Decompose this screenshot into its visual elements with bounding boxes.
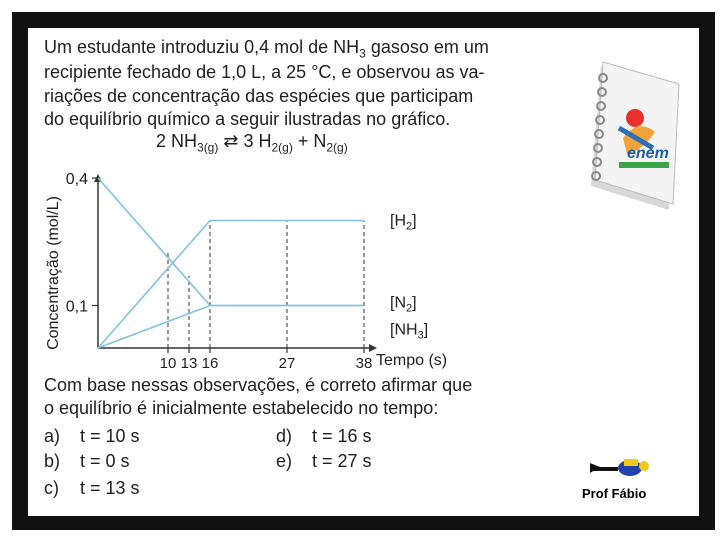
svg-text:enem: enem	[627, 145, 669, 162]
x-axis-label: Tempo (s)	[376, 352, 448, 369]
option-d[interactable]: d) t = 16 s	[276, 426, 372, 446]
option-c[interactable]: c) t = 13 s	[44, 478, 140, 498]
enem-book-logo	[583, 58, 693, 218]
prompt-line-1: Com base nessas observações, é correto afirmar que	[44, 375, 473, 395]
question-line-2: recipiente fechado de 1,0 L, a 25 °C, e observou as va-	[44, 62, 485, 82]
x-tick-label: 16	[201, 355, 219, 372]
y-tick-label: 0,1	[65, 298, 88, 316]
option-a[interactable]: a) t = 10 s	[44, 426, 140, 446]
x-tick-label: 13	[180, 355, 198, 372]
series-line	[98, 221, 364, 349]
series-line	[98, 306, 364, 349]
slide	[28, 28, 699, 516]
series-label: $[NH_3]$	[390, 321, 429, 342]
option-b[interactable]: b) t = 0 s	[44, 451, 130, 471]
y-tick-label: 0,4	[65, 171, 88, 188]
series-label: $[N_2]$	[390, 294, 417, 315]
chemical-equation: 2 $NH_{3(g)}$ ⇄ 3 $H_{2(g)} + N_{2(g)}$	[156, 131, 348, 155]
diver-icon	[588, 453, 658, 483]
author-signature: Prof Fábio	[582, 486, 647, 501]
x-tick-label: 38	[355, 355, 373, 372]
x-axis-arrow	[369, 344, 377, 352]
series-line	[98, 178, 364, 306]
question-line-3: riações de concentração das espécies que participam	[44, 86, 474, 106]
prompt-line-2: o equilíbrio é inicialmente estabelecido no tempo:	[44, 398, 439, 418]
question-line-1: Um estudante introduziu 0,4 mol de $NH_3$ gasoso em um	[44, 37, 489, 61]
y-axis-label: Concentração (mol/L)	[45, 196, 62, 350]
question-line-4: do equilíbrio químico a seguir ilustradas no gráfico.	[44, 109, 451, 129]
x-tick-label: 10	[159, 355, 177, 372]
option-e[interactable]: e) t = 27 s	[276, 451, 372, 471]
x-tick-label: 27	[278, 355, 296, 372]
series-label: $[H_2]$	[390, 212, 417, 233]
